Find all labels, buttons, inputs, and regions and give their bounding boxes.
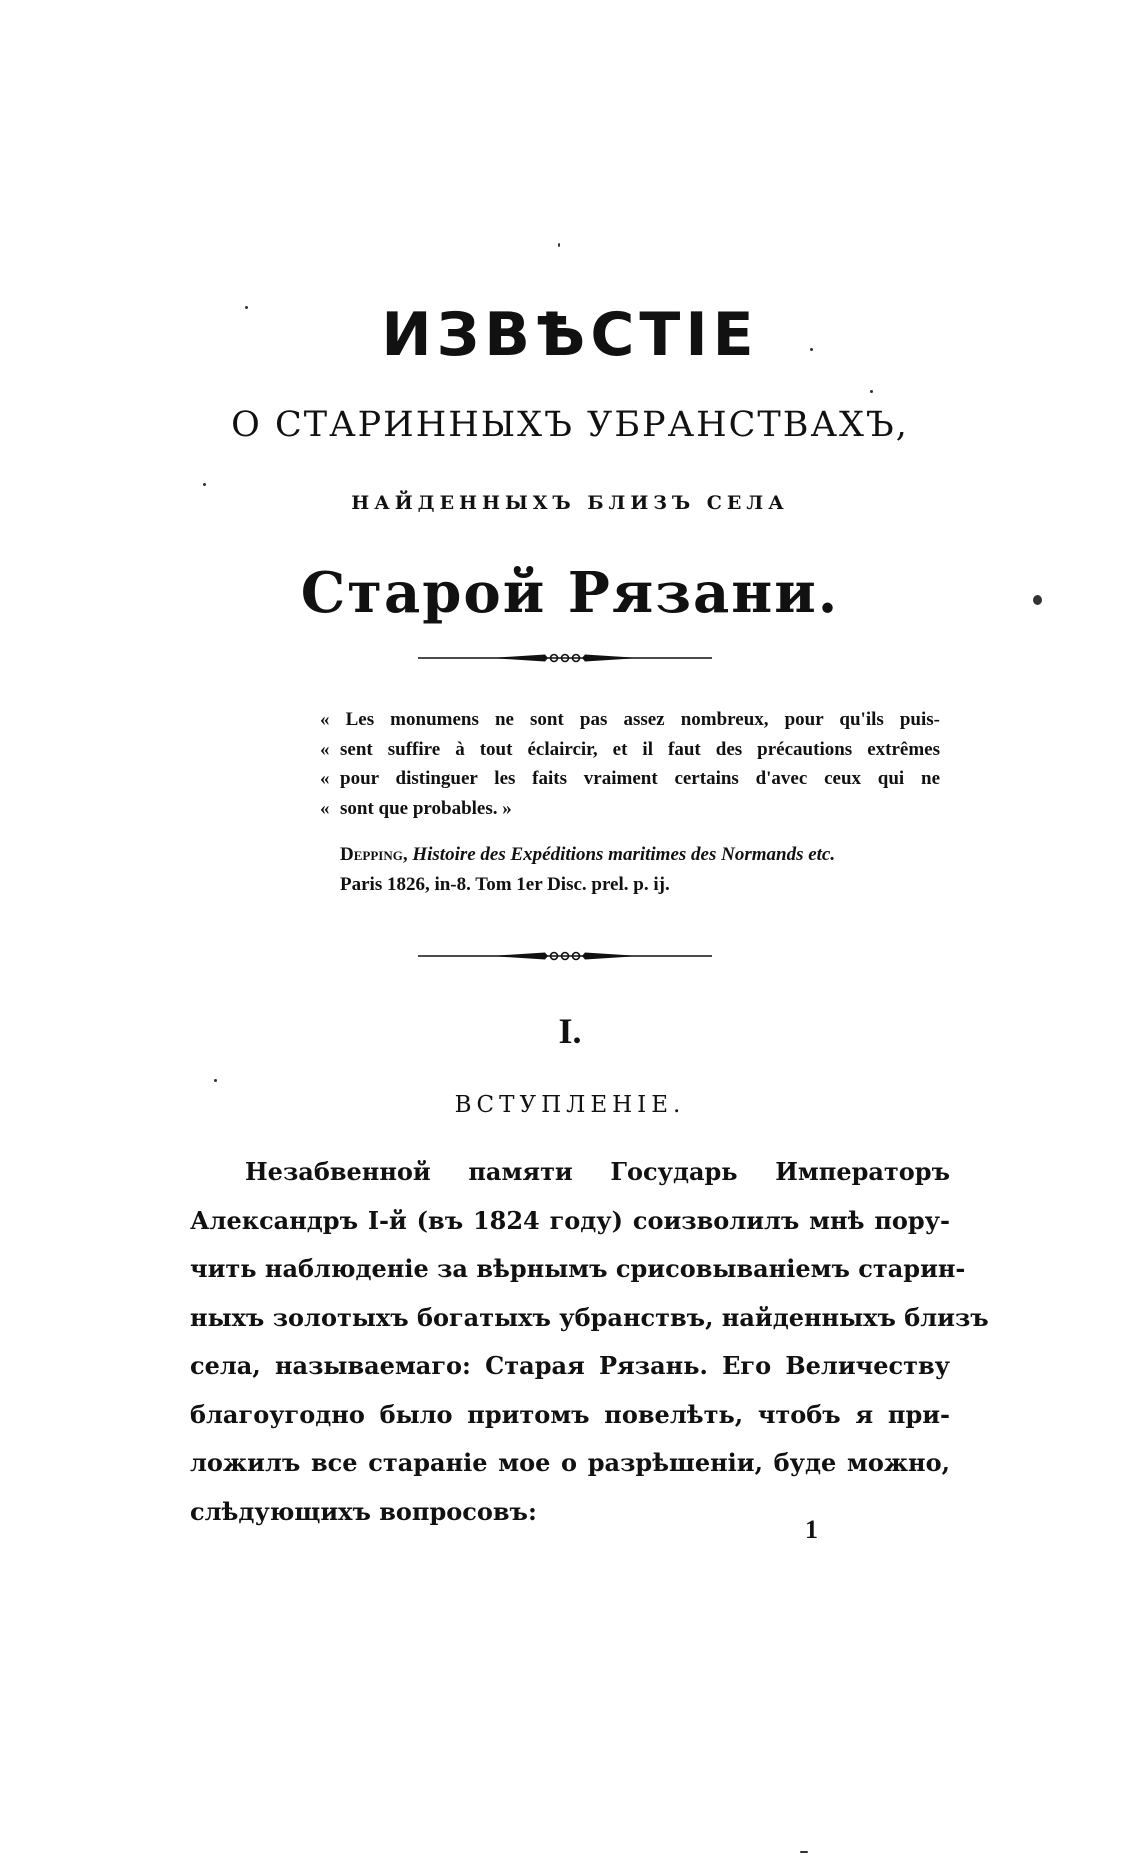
scan-speck: [214, 1079, 217, 1082]
ornament-divider-top: [0, 650, 1140, 666]
citation-line-2: Paris 1826, in-8. Tom 1er Disc. prel. p. ij.: [340, 874, 670, 895]
scan-speck: [870, 390, 873, 393]
quote-mark: «: [320, 738, 330, 760]
epigraph-citation: [340, 840, 940, 900]
scan-speck: [558, 243, 560, 247]
body-line: села, называемаго: Старая Рязань. Его Величеству: [190, 1351, 950, 1380]
body-paragraph: [190, 1148, 989, 1536]
scan-speck: [203, 483, 206, 486]
citation-work: Histoire des Expéditions maritimes des Normands etc.: [412, 844, 836, 865]
quote-mark: «: [320, 768, 330, 789]
body-line: чить наблюденіе за вѣрнымъ срисовываніемъ старин-: [190, 1254, 966, 1283]
page-number: 1: [805, 1515, 818, 1544]
scan-speck: [800, 1851, 808, 1853]
epigraph: [320, 705, 940, 823]
scan-speck: [810, 348, 813, 351]
epigraph-line: « pour distinguer les faits vraiment certains d'avec ceux qui ne: [320, 764, 940, 794]
body-line: ложилъ все стараніе мое о разрѣшеніи, буде можно,: [190, 1448, 950, 1477]
epigraph-line: « Les monumens ne sont pas assez nombreux, pour qu'ils puis-: [320, 709, 940, 730]
ornament-divider-bottom: [0, 948, 1140, 964]
section-heading: ВСТУПЛЕНІЕ.: [454, 1092, 686, 1118]
epigraph-line: « sont que probables. »: [320, 794, 940, 824]
citation-line-1: Depping, Histoire des Expéditions maritimes des Normands etc.: [340, 844, 836, 865]
scan-speck: [1033, 595, 1042, 605]
section-number: I.: [558, 1011, 582, 1051]
epigraph-line: « sent suffire à tout éclaircir, et il faut des précautions extrêmes: [320, 735, 940, 765]
citation-author: Depping: [340, 844, 403, 865]
body-line: слѣдующихъ вопросовъ:: [190, 1496, 537, 1526]
subtitle-line-1: О СТАРИННЫХЪ УБРАНСТВАХЪ,: [231, 405, 909, 445]
body-line: благоугодно было притомъ повелѣть, чтобъ я при-: [190, 1399, 950, 1429]
subtitle-line-3: Старой Рязани.: [300, 560, 840, 626]
body-line: Александръ I-й (въ 1824 году) соизволилъ мнѣ пору-: [190, 1205, 950, 1235]
scan-speck: [245, 306, 248, 309]
subtitle-line-2: НАЙДЕННЫХЪ БЛИЗЪ СЕЛА: [351, 492, 789, 514]
body-line: Незабвенной памяти Государь Императоръ: [245, 1157, 950, 1186]
quote-mark: «: [320, 797, 330, 819]
page-title: ИЗВѢСТІЕ: [381, 300, 759, 370]
body-line: ныхъ золотыхъ богатыхъ убранствъ, найденныхъ близъ: [190, 1302, 989, 1332]
